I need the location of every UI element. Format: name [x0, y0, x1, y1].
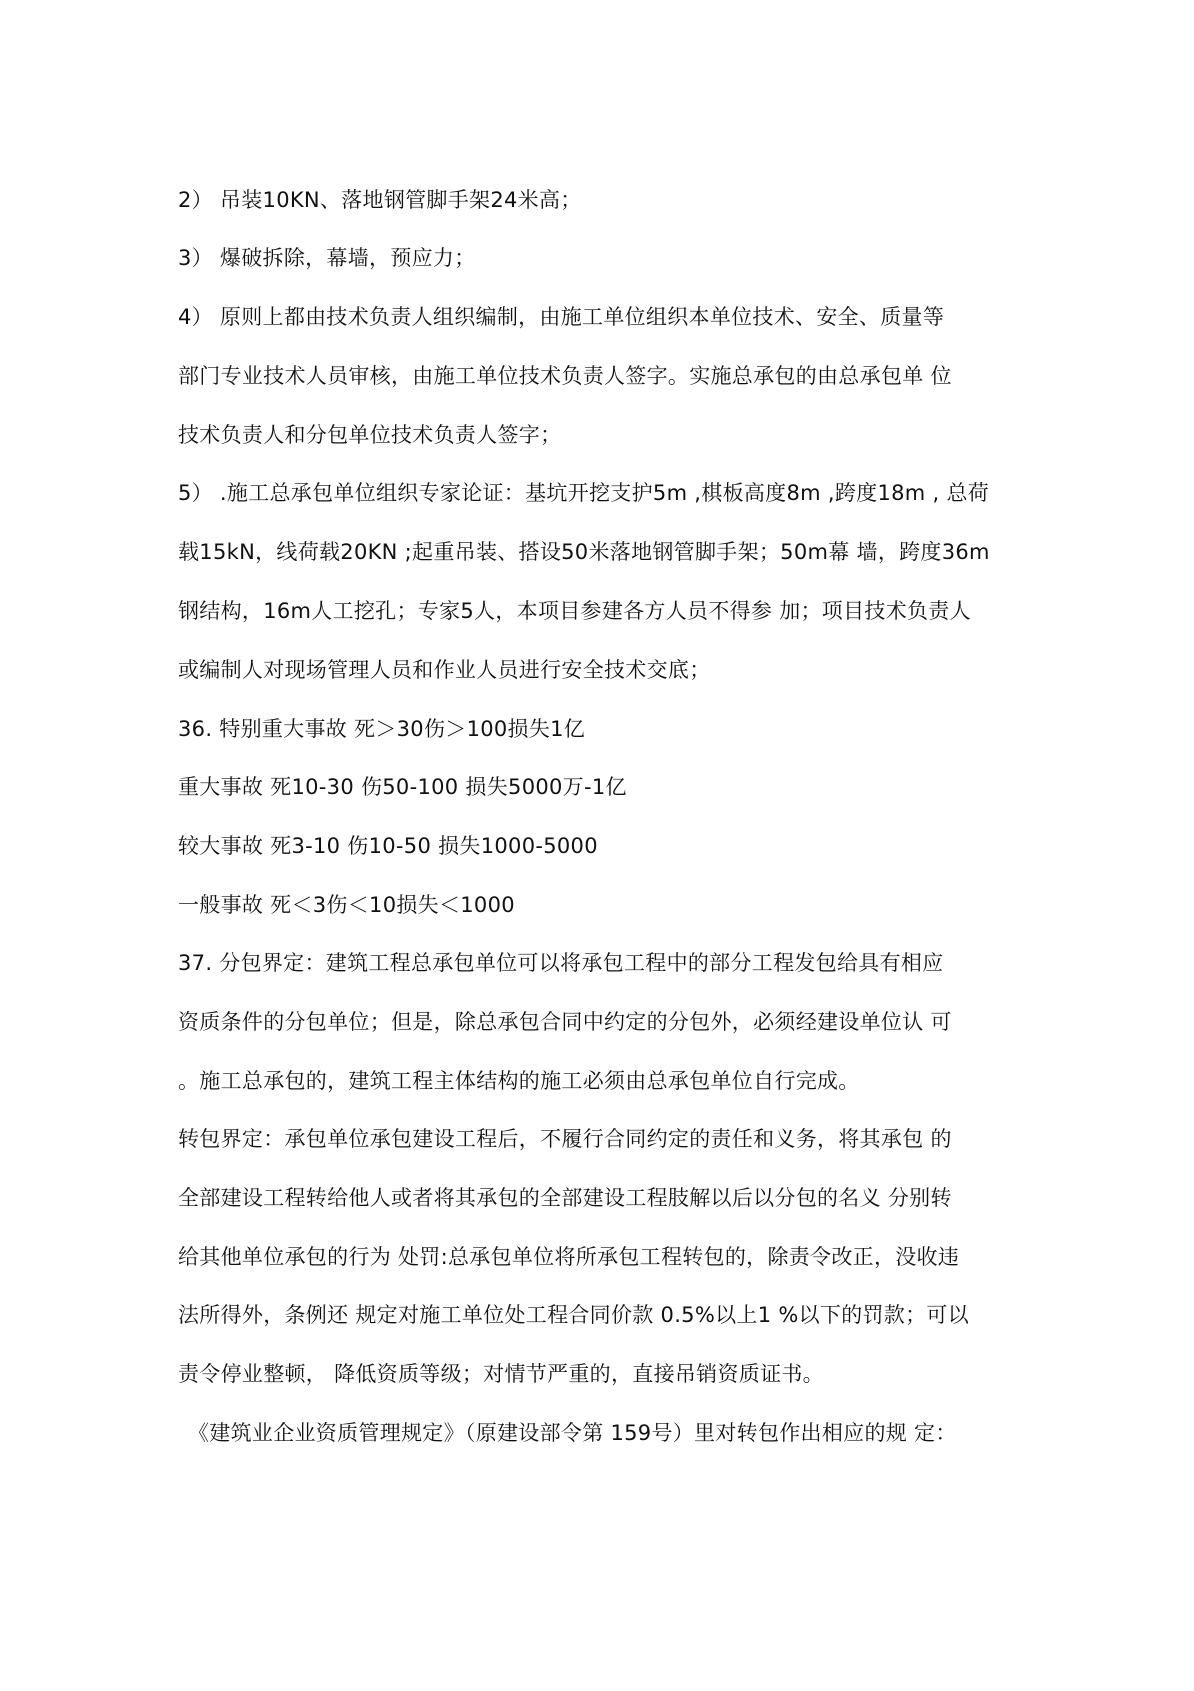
text-line-item-5-cont3: 或编制人对现场管理人员和作业人员进行安全技术交底； — [178, 658, 711, 682]
text-line-subcontract-cont3: 法所得外，条例还 规定对施工单位处工程合同价款 0.5%以上1 %以下的罚款；可以 — [178, 1303, 969, 1327]
text-line-general-accident: 一般事故 死＜3伤＜10损失＜1000 — [178, 893, 515, 917]
text-line-item-4: 4） 原则上都由技术负责人组织编制，由施工单位组织本单位技术、安全、质量等 — [178, 305, 945, 329]
text-line-item-4-cont1: 部门专业技术人员审核，由施工单位技术负责人签字。实施总承包的由总承包单 位 — [178, 364, 952, 388]
text-line-subcontract-cont4: 责令停业整顿， 降低资质等级；对情节严重的，直接吊销资质证书。 — [178, 1362, 824, 1386]
text-line-item-3: 3） 爆破拆除，幕墙，预应力； — [178, 246, 476, 270]
text-line-item-36: 36. 特别重大事故 死＞30伤＞100损失1亿 — [178, 717, 586, 741]
text-line-subcontract-cont1: 全部建设工程转给他人或者将其承包的全部建设工程肢解以后以分包的名义 分别转 — [178, 1186, 952, 1210]
text-line-item-5-cont1: 载15kN，线荷载20KN ;起重吊装、搭设50米落地钢管脚手架；50m幕 墙，跨度36m — [178, 540, 990, 564]
text-line-subcontract-definition: 转包界定：承包单位承包建设工程后，不履行合同约定的责任和义务，将其承包 的 — [178, 1127, 952, 1151]
text-line-item-2: 2） 吊装10KN、落地钢管脚手架24米高； — [178, 188, 582, 212]
text-line-item-4-cont2: 技术负责人和分包单位技术负责人签字； — [178, 423, 562, 447]
text-line-subcontract-cont2: 给其他单位承包的行为 处罚:总承包单位将所承包工程转包的，除责令改正，没收违 — [178, 1245, 960, 1269]
text-line-item-37: 37. 分包界定：建筑工程总承包单位可以将承包工程中的部分工程发包给具有相应 — [178, 951, 944, 975]
text-line-large-accident: 较大事故 死3-10 伤10-50 损失1000-5000 — [178, 834, 598, 858]
text-line-item-37-cont1: 资质条件的分包单位；但是，除总承包合同中约定的分包外，必须经建设单位认 可 — [178, 1010, 952, 1034]
text-line-item-5-cont2: 钢结构，16m人工挖孔；专家5人，本项目参建各方人员不得参 加；项目技术负责人 — [178, 599, 971, 623]
text-line-major-accident: 重大事故 死10-30 伤50-100 损失5000万-1亿 — [178, 775, 627, 799]
text-line-item-37-cont2: 。施工总承包的，建筑工程主体结构的施工必须由总承包单位自行完成。 — [178, 1069, 860, 1093]
text-line-item-5: 5） .施工总承包单位组织专家论证：基坑开挖支护5m ,棋板高度8m ,跨度18m , 总荷 — [178, 481, 990, 505]
text-line-regulation-reference: 《建筑业企业资质管理规定》（原建设部令第 159号）里对转包作出相应的规 定： — [188, 1421, 957, 1445]
